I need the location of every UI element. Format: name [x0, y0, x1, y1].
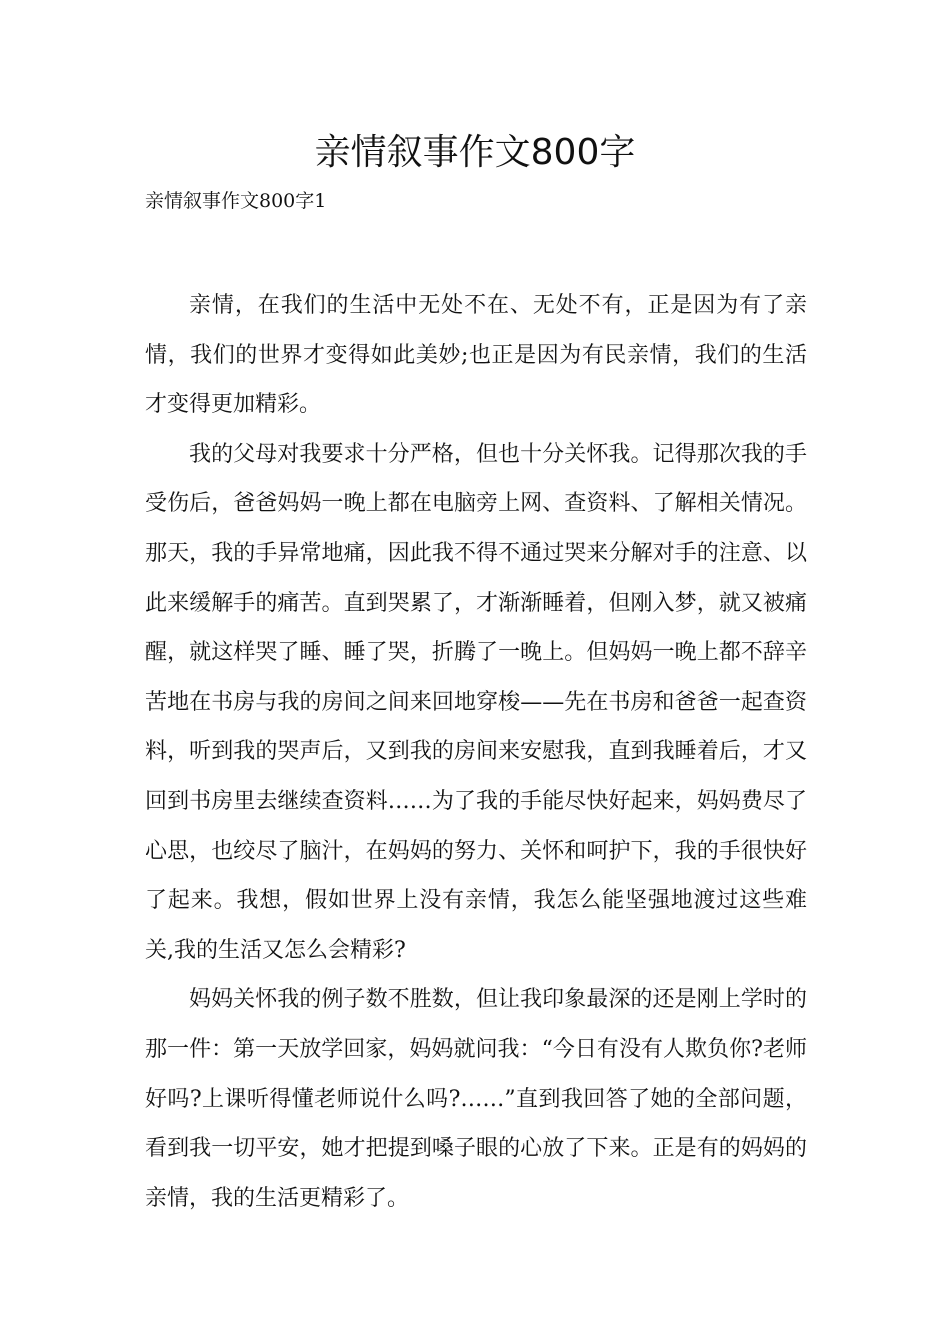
paragraph: 我的父母对我要求十分严格，但也十分关怀我。记得那次我的手受伤后，爸爸妈妈一晚上都在电脑旁上网、查资料、了解相关情况。那天，我的手异常地痛，因此我不得不通过哭来分解对手的注意、以此来缓解手的痛苦。直到哭累了，才渐渐睡着，但刚入梦，就又被痛醒，就这样哭了睡、睡了哭，折腾了一晚上。但妈妈一晚上都不辞辛苦地在书房与我的房间之间来回地穿梭——先在书房和爸爸一起查资料，听到我的哭声后，又到我的房间来安慰我，直到我睡着后，才又回到书房里去继续查资料……为了我的手能尽快好起来，妈妈费尽了心思，也绞尽了脑汁，在妈妈的努力、关怀和呵护下，我的手很快好了起来。我想，假如世界上没有亲情，我怎么能坚强地渡过这些难关,我的生活又怎么会精彩?: [145, 441, 807, 963]
document-title: 亲情叙事作文800字: [314, 132, 636, 173]
document-body: [145, 281, 807, 1223]
paragraph: 妈妈关怀我的例子数不胜数，但让我印象最深的还是刚上学时的那一件：第一天放学回家，妈妈就问我：“今日有没有人欺负你?老师好吗?上课听得懂老师说什么吗?……”直到我回答了她的全部问题，看到我一切平安，她才把提到嗓子眼的心放了下来。正是有的妈妈的亲情，我的生活更精彩了。: [145, 987, 807, 1211]
document-subtitle: 亲情叙事作文800字1: [145, 190, 327, 212]
paragraph: 亲情，在我们的生活中无处不在、无处不有，正是因为有了亲情，我们的世界才变得如此美妙;也正是因为有民亲情，我们的生活才变得更加精彩。: [145, 293, 807, 418]
